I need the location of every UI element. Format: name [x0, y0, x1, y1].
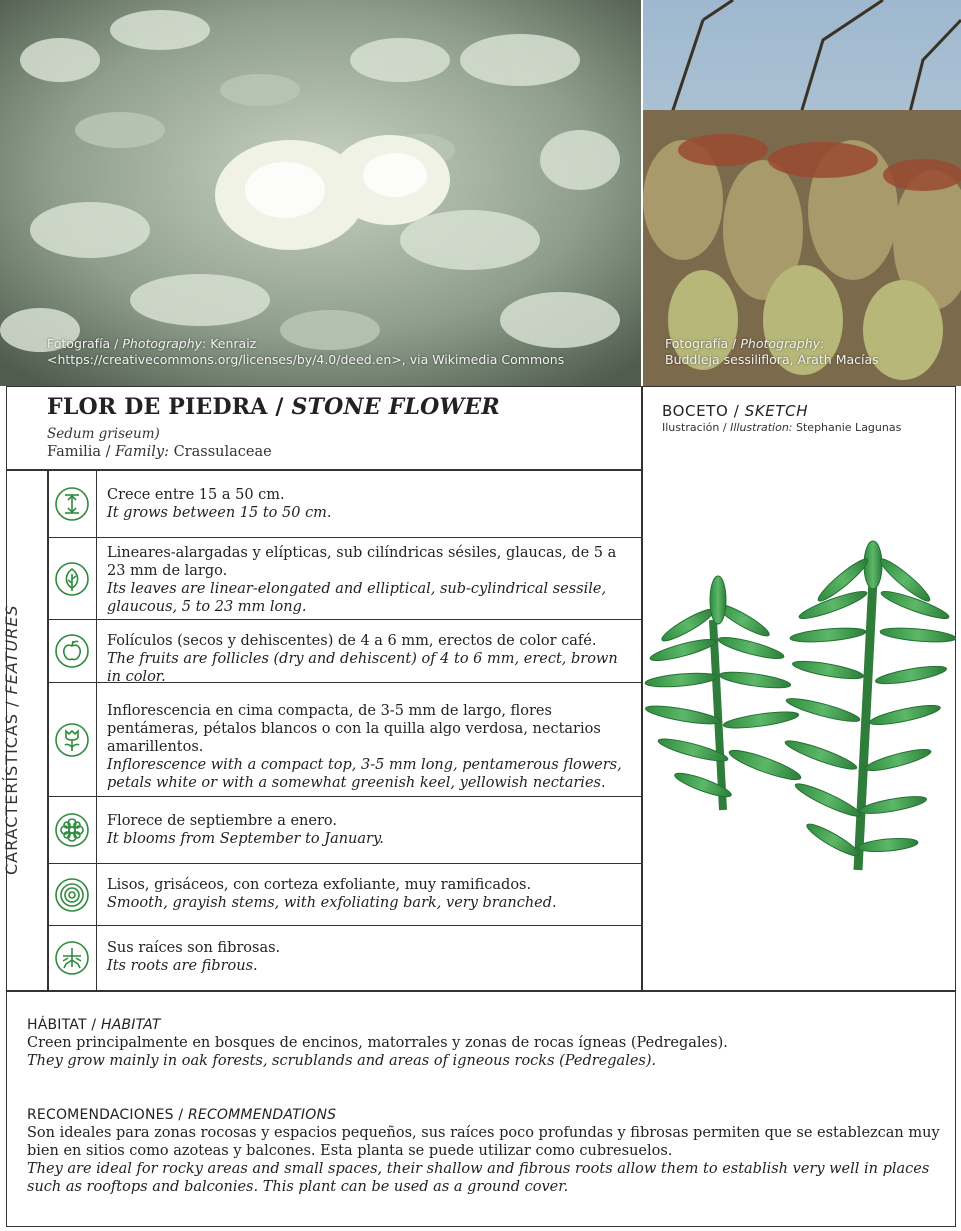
feature-text-en: It grows between 15 to 50 cm. — [107, 505, 332, 521]
tulip-icon — [48, 683, 97, 796]
feature-text-en: The fruits are follicles (dry and dehiscent) of 4 to 6 mm, erect, brown in color. — [107, 651, 618, 685]
feature-text-en: Its roots are fibrous. — [107, 958, 258, 974]
recommendations-text-es: Son ideales para zonas rocosas y espacios pequeños, sus raíces poco profundas y fibrosas permiten que se establezcan muy bien en sitios como azoteas y balcones. Esta planta se puede utilizar como cubresuelos. — [27, 1125, 940, 1159]
feature-text-es: Lineares-alargadas y elípticas, sub cilíndricas sésiles, glaucas, de 5 a 23 mm de largo. — [107, 545, 617, 579]
credit-italic: Photography — [740, 336, 821, 351]
recommendations-heading-es: RECOMENDACIONES / — [27, 1107, 188, 1123]
photo-image — [0, 0, 641, 386]
feature-text-es: Lisos, grisáceos, con corteza exfoliante, muy ramificados. — [107, 877, 532, 893]
sketch-illustration — [643, 540, 956, 900]
habitat-section — [27, 1016, 947, 1070]
habitat-heading-es: HÁBITAT / — [27, 1017, 101, 1033]
feature-text-es: Crece entre 15 a 50 cm. — [107, 487, 285, 503]
roots-icon — [48, 926, 97, 990]
habitat-text-en: They grow mainly in oak forests, scrublands and areas of igneous rocks (Pedregales). — [27, 1053, 657, 1069]
feature-row-inflorescence — [48, 682, 642, 796]
scientific-name: Sedum griseum) — [47, 426, 160, 442]
recommendations-heading — [27, 1106, 947, 1124]
credit-prefix: Fotografía / — [665, 336, 741, 351]
sketch-title-es: BOCETO / — [662, 402, 745, 420]
sketch-credit — [662, 421, 901, 434]
feature-text-en: Inflorescence with a compact top, 3-5 mm long, pentamerous flowers, petals white or with a somewhat greenish keel, yellowish nectaries. — [107, 757, 622, 791]
feature-text-en: Smooth, grayish stems, with exfoliating bark, very branched. — [107, 895, 557, 911]
feature-row-fruits — [48, 619, 642, 685]
section-divider — [6, 990, 956, 992]
title-en: STONE FLOWER — [291, 394, 500, 420]
height-icon — [48, 470, 97, 537]
sketch-sprig-right — [783, 541, 956, 870]
credit-line2: <https://creativecommons.org/licenses/by/4.0/deed.en>, via Wikimedia Commons — [47, 352, 565, 367]
feature-row-stems — [48, 863, 642, 925]
photo-image — [643, 0, 961, 386]
family-value: Crassulaceae — [168, 444, 272, 460]
feature-text-es: Sus raíces son fibrosas. — [107, 940, 281, 956]
sketch-credit-name: Stephanie Lagunas — [792, 421, 902, 434]
photo-stone-flower-habitat — [643, 0, 961, 386]
sketch-title-en: SKETCH — [744, 402, 809, 420]
feature-text-es: Folículos (secos y dehiscentes) de 4 a 6 mm, erectos de color café. — [107, 633, 597, 649]
recommendations-text-en: They are ideal for rocky areas and small spaces, their shallow and fibrous roots allow them to establish very well in places such as rooftops and balconies. This plant can be used as a ground cover. — [27, 1161, 930, 1195]
feature-text-es: Inflorescencia en cima compacta, de 3-5 mm de largo, flores pentámeras, pétalos blancos o con la quilla algo verdosa, nectarios amarillentos. — [107, 703, 601, 755]
family-prefix: Familia / — [47, 444, 116, 460]
habitat-text-es: Creen principalmente en bosques de encinos, matorrales y zonas de rocas ígneas (Pedregales). — [27, 1035, 728, 1051]
credit-suffix: : — [820, 336, 825, 351]
credit-italic: Photography — [122, 336, 203, 351]
family-line — [47, 444, 637, 460]
title-es: FLOR DE PIEDRA / — [47, 394, 292, 420]
title-block — [47, 394, 637, 460]
sketch-credit-label: Illustration: — [730, 421, 793, 434]
leaf-icon — [48, 538, 97, 619]
page-title — [47, 394, 637, 420]
feature-row-leaves — [48, 537, 642, 619]
sketch-title — [662, 402, 901, 420]
habitat-heading-en: HABITAT — [100, 1017, 161, 1033]
feature-text-es: Florece de septiembre a enero. — [107, 813, 337, 829]
feature-row-roots — [48, 925, 642, 990]
feature-row-height — [48, 469, 642, 537]
credit-suffix: : Kenraiz — [202, 336, 257, 351]
habitat-heading — [27, 1016, 947, 1034]
credit-prefix: Fotografía / — [47, 336, 123, 351]
recommendations-section — [27, 1106, 947, 1196]
features-label — [2, 604, 26, 875]
credit-line2: Buddleja sessiliflora, Arath Macías — [665, 352, 879, 367]
features-label-en: FEATURES — [2, 604, 21, 695]
sketch-credit-prefix: Ilustración / — [662, 421, 731, 434]
feature-row-blooming — [48, 796, 642, 863]
photo-stone-flower-closeup — [0, 0, 641, 386]
feature-text-en: It blooms from September to January. — [107, 831, 384, 847]
photo-credit — [665, 336, 879, 368]
feature-text-en: Its leaves are linear-elongated and elliptical, sub-cylindrical sessile, glaucous, 5 to 23 mm long. — [107, 581, 607, 615]
recommendations-heading-en: RECOMMENDATIONS — [187, 1107, 337, 1123]
family-label-en: Family: — [115, 444, 169, 460]
stem-rings-icon — [48, 864, 97, 925]
features-label-es: CARACTERÍSTICAS / — [2, 694, 21, 875]
photo-credit — [47, 336, 564, 368]
sketch-header — [662, 402, 901, 434]
sketch-sprig-left — [645, 576, 804, 810]
flower-icon — [48, 797, 97, 863]
fruit-icon — [48, 620, 97, 682]
